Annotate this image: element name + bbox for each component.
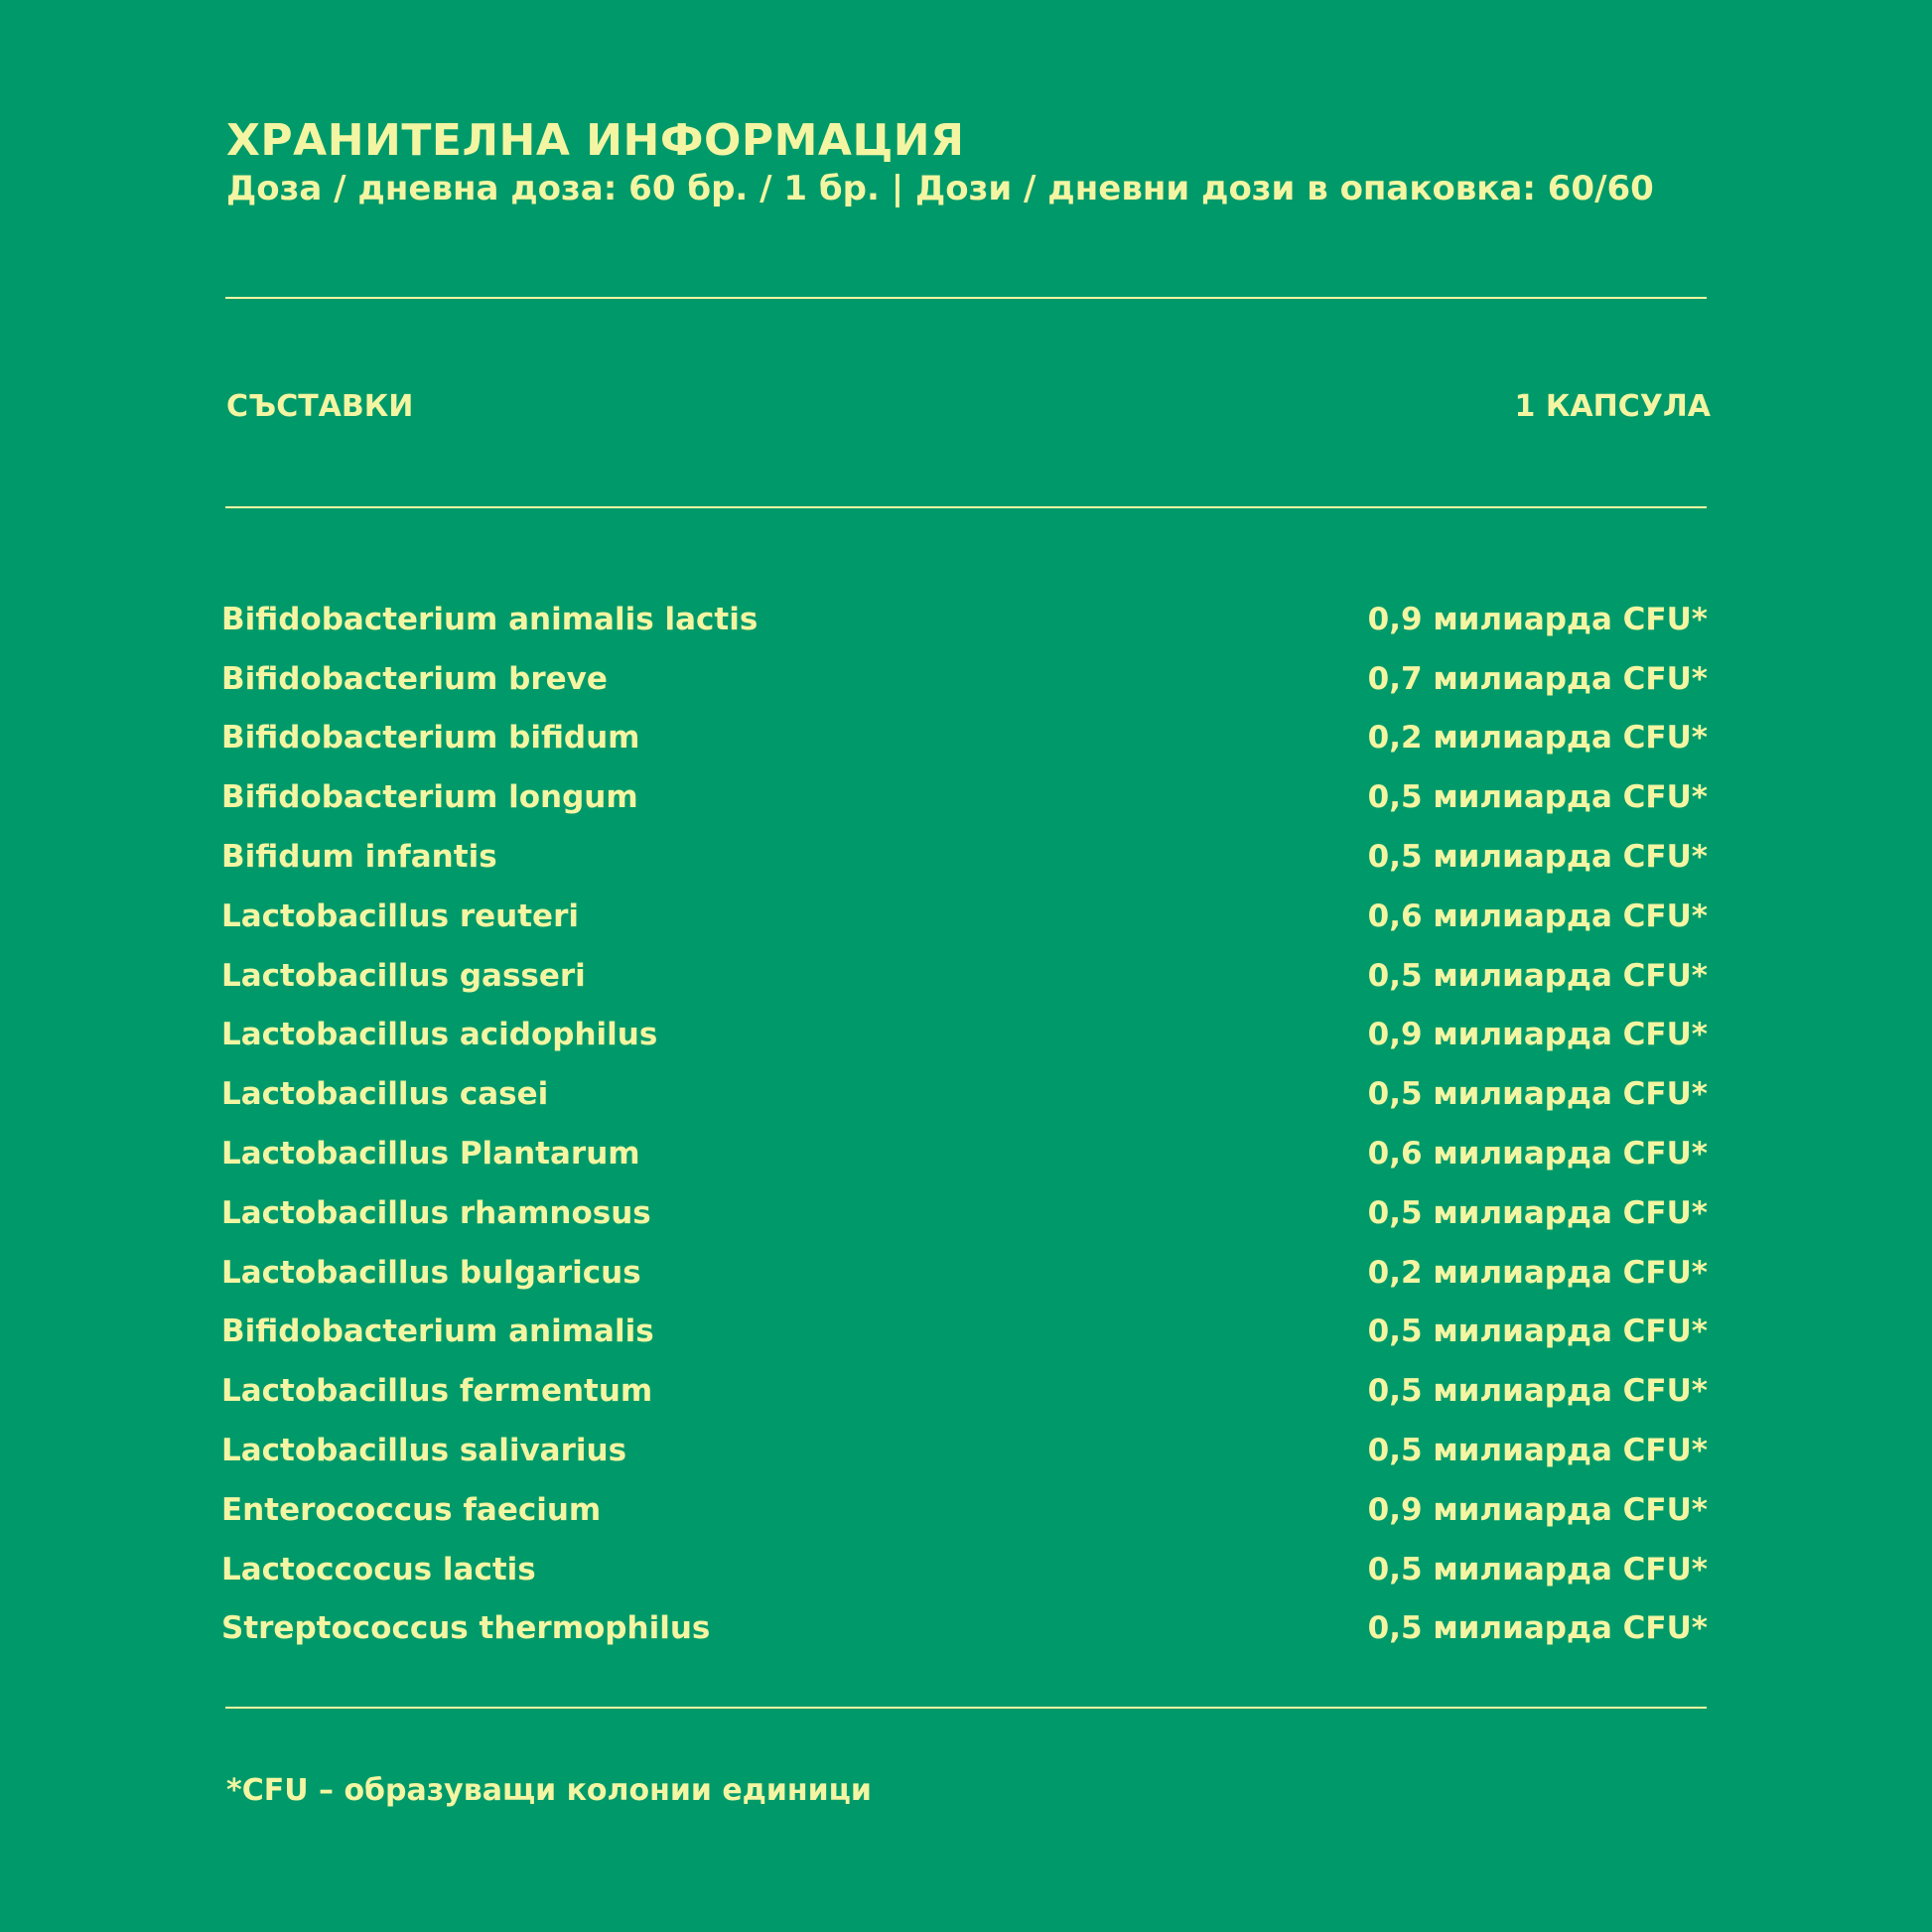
table-row — [221, 649, 1708, 709]
table-row — [221, 1006, 1708, 1065]
ingredient-amount: 0,9 милиарда CFU* — [1367, 601, 1708, 637]
table-row — [221, 1303, 1708, 1362]
page-title: ХРАНИТЕЛНА ИНФОРМАЦИЯ — [226, 115, 965, 166]
ingredient-amount: 0,5 милиарда CFU* — [1367, 957, 1708, 994]
table-row — [221, 1243, 1708, 1303]
ingredient-name: Bifidobacterium animalis lactis — [221, 601, 759, 637]
ingredient-amount: 0,6 милиарда CFU* — [1367, 897, 1708, 934]
ingredient-amount: 0,5 милиарда CFU* — [1367, 1373, 1708, 1410]
table-row — [221, 590, 1708, 649]
ingredient-amount: 0,5 милиарда CFU* — [1367, 1313, 1708, 1350]
footnote: *CFU – образуващи колонии единици — [226, 1773, 872, 1808]
divider-top — [225, 297, 1707, 299]
ingredient-name: Lactobacillus bulgaricus — [221, 1254, 641, 1291]
column-header-ingredients: СЪСТАВКИ — [226, 389, 414, 424]
table-row — [221, 827, 1708, 887]
ingredient-amount: 0,7 милиарда CFU* — [1367, 660, 1708, 697]
table-row — [221, 1480, 1708, 1540]
table-row — [221, 1540, 1708, 1599]
ingredient-amount: 0,5 милиарда CFU* — [1367, 1194, 1708, 1231]
ingredients-table — [221, 590, 1708, 1658]
table-row — [221, 1599, 1708, 1659]
ingredient-amount: 0,2 милиарда CFU* — [1367, 720, 1708, 757]
ingredient-name: Lactobacillus reuteri — [221, 897, 579, 934]
ingredient-name: Lactoccocus lactis — [221, 1551, 536, 1587]
ingredient-name: Enterococcus faecium — [221, 1491, 602, 1528]
ingredient-name: Bifidobacterium breve — [221, 660, 608, 697]
ingredient-name: Bifidobacterium animalis — [221, 1313, 654, 1350]
divider-header — [225, 506, 1707, 508]
ingredient-amount: 0,5 милиарда CFU* — [1367, 1433, 1708, 1469]
table-row — [221, 1124, 1708, 1183]
ingredient-amount: 0,5 милиарда CFU* — [1367, 1610, 1708, 1647]
ingredient-amount: 0,6 милиарда CFU* — [1367, 1136, 1708, 1173]
ingredient-name: Lactobacillus casei — [221, 1076, 549, 1113]
ingredient-name: Lactobacillus Plantarum — [221, 1136, 640, 1173]
table-row — [221, 1361, 1708, 1421]
ingredient-amount: 0,9 милиарда CFU* — [1367, 1491, 1708, 1528]
ingredient-amount: 0,5 милиарда CFU* — [1367, 1551, 1708, 1587]
ingredient-name: Lactobacillus salivarius — [221, 1433, 627, 1469]
ingredient-name: Lactobacillus rhamnosus — [221, 1194, 651, 1231]
column-header-amount: 1 КАПСУЛА — [1514, 389, 1711, 424]
ingredient-name: Streptococcus thermophilus — [221, 1610, 711, 1647]
table-row — [221, 1064, 1708, 1124]
table-row — [221, 946, 1708, 1006]
table-row — [221, 767, 1708, 827]
table-row — [221, 1421, 1708, 1480]
ingredient-name: Lactobacillus acidophilus — [221, 1017, 658, 1053]
ingredient-amount: 0,5 милиарда CFU* — [1367, 839, 1708, 876]
ingredient-amount: 0,9 милиарда CFU* — [1367, 1017, 1708, 1053]
table-row — [221, 1183, 1708, 1243]
dose-info: Доза / дневна доза: 60 бр. / 1 бр. | Дози / дневни дози в опаковка: 60/60 — [226, 169, 1654, 208]
ingredient-name: Bifidobacterium bifidum — [221, 720, 640, 757]
ingredient-amount: 0,2 милиарда CFU* — [1367, 1254, 1708, 1291]
table-row — [221, 709, 1708, 768]
ingredient-name: Lactobacillus fermentum — [221, 1373, 653, 1410]
divider-bottom — [225, 1707, 1707, 1709]
ingredient-name: Bifidobacterium longum — [221, 779, 638, 816]
ingredient-name: Lactobacillus gasseri — [221, 957, 586, 994]
ingredient-name: Bifidum infantis — [221, 839, 497, 876]
ingredient-amount: 0,5 милиарда CFU* — [1367, 779, 1708, 816]
table-row — [221, 887, 1708, 946]
ingredient-amount: 0,5 милиарда CFU* — [1367, 1076, 1708, 1113]
